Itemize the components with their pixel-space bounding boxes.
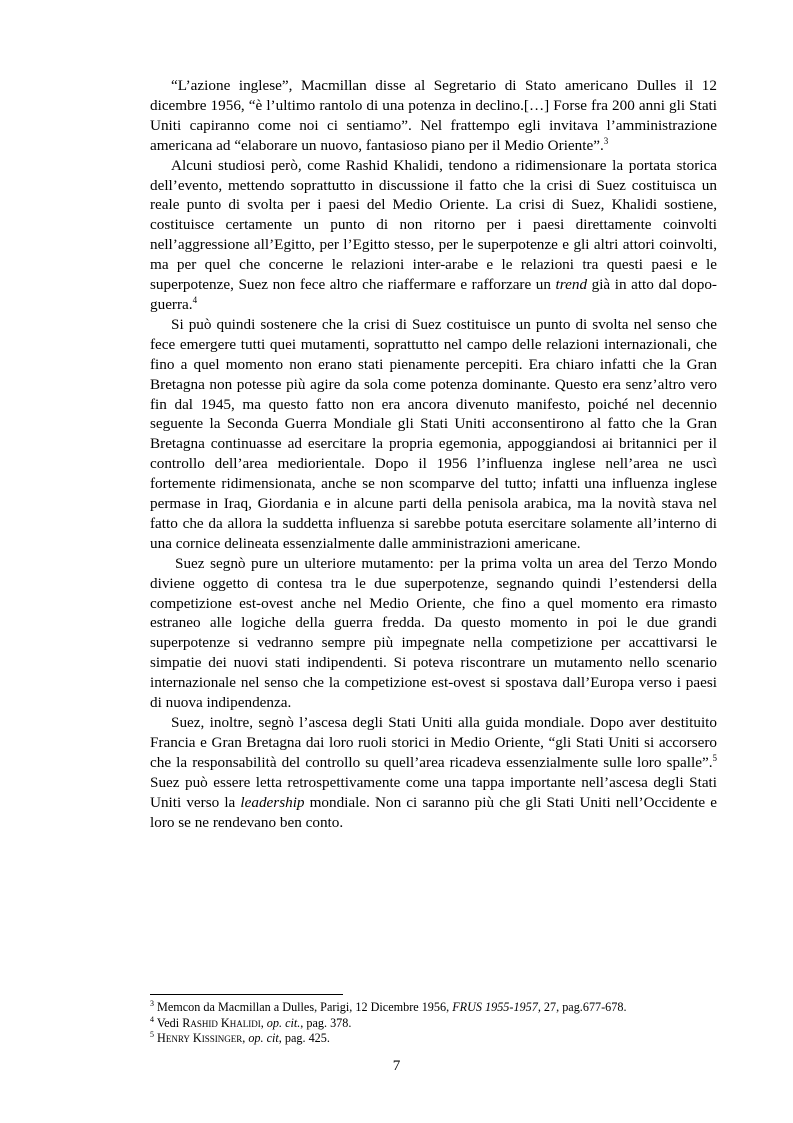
paragraph (150, 76, 717, 156)
footnote-ref: 4 (192, 294, 198, 305)
text-run: mondiale. Non ci saranno più che gli Stati Uniti nell’Occidente e loro se ne rendevano ben conto. (150, 793, 718, 831)
text-run: Suez può essere letta retrospettivamente come una tappa importante nell’ascesa degli Stati Uniti verso la (150, 773, 717, 811)
footnote-ref: 5 (712, 752, 717, 763)
text-run: già in atto dal dopo-guerra. (150, 276, 717, 313)
footnote-separator (150, 994, 343, 995)
footnote-ref: 3 (150, 998, 154, 1008)
footnote (150, 1000, 717, 1016)
paragraph (150, 554, 717, 713)
italic-text: FRUS 1955-1957, (452, 1000, 541, 1014)
paragraph (150, 713, 717, 832)
footnote (150, 1031, 717, 1047)
italic-text: trend (555, 276, 588, 294)
italic-text: op. cit (248, 1031, 279, 1045)
text-run: Si può quindi sostenere che la crisi di Suez costituisce un punto di svolta nel senso che fece emergere tutti quei mutamenti, soprattutto nel campo delle relazioni internazionali, che fino a quel momento non erano stati pienamente percepiti. Era chiaro infatti che la Gran Bretagna non potesse più agire da sola come potenza dominante. Questo era senz’altro vero fin dal 1945, ma questo fatto non era ancora divenuto manifesto, poiché nel decennio seguente la Seconda Guerra Mondiale gli Stati Uniti acconsentirono al fatto che la Gran Bretagna continuasse ad esercitare la propria egemonia, appoggiandosi ai britannici per il controllo dell’area mediorientale. Dopo il 1956 l’influenza inglese nell’area ne uscì fortemente ridimensionata, anche se non scomparve del tutto; infatti una influenza inglese permase in Iraq, Giordania e in alcune parti della penisola arabica, ma la novità stava nel fatto che da allora la suddetta influenza si sarebbe potuta esercitare solamente all’interno di una cornice delineata essenzialmente dalle amministrazioni americane. (150, 315, 717, 552)
text-run: , (260, 1015, 267, 1030)
paragraph (150, 315, 717, 554)
text-run: , (242, 1031, 249, 1045)
footnote-ref: 3 (603, 135, 609, 146)
body-text (150, 76, 717, 832)
italic-text: leadership (240, 793, 305, 811)
footnote-ref: 5 (150, 1029, 154, 1039)
text-run: Vedi (154, 1015, 183, 1030)
text-run: 27, pag.677-678. (540, 1000, 627, 1014)
text-run: , pag. 378. (300, 1015, 352, 1030)
italic-text: op. cit. (266, 1015, 301, 1030)
text-run: Alcuni studiosi però, come Rashid Khalidi, tendono a ridimensionare la portata storica dell’evento, mettendo soprattutto in discussione il fatto che la crisi di Suez costituisca un reale punto di svolta per i paesi del Medio Oriente. La crisi di Suez, Khalidi sostiene, costituisce certamente un punto di non ritorno per i paesi direttamente coinvolti nell’aggressione all’Egitto, per l’Egitto stesso, per le superpotenze e gli altri attori coinvolti, ma per quel che concerne le relazioni inter-arabe e le relazioni tra questi paesi e le superpotenze, Suez non fece altro che riaffermare e rafforzare un (150, 156, 717, 294)
paragraph (150, 156, 717, 315)
text-run: Memcon da Macmillan a Dulles, Parigi, 12 Dicembre 1956, (154, 1000, 453, 1014)
footnotes (150, 994, 717, 1047)
author-name: Rashid Khalidi (182, 1015, 261, 1030)
text-run: , pag. 425. (278, 1031, 330, 1045)
footnote-ref: 4 (150, 1014, 154, 1024)
text-run: Suez segnò pure un ulteriore mutamento: per la prima volta un area del Terzo Mondo diviene oggetto di contesa tra le due superpotenze, segnando quindi l’estendersi della competizione est-ovest anche nel Medio Oriente, che fino a quel momento era rimasto estraneo alle logiche della guerra fredda. Da questo momento in poi le due grandi superpotenze si vedranno sempre più impegnate nella competizione per accattivarsi le simpatie dei nuovi stati indipendenti. Si poteva riscontrare un mutamento nello scenario internazionale nel senso che la competizione est-ovest si spostava dall’Europa verso i paesi di nuova indipendenza. (150, 554, 717, 712)
author-name: Henry Kissinger (157, 1031, 243, 1045)
text-run: Suez, inoltre, segnò l’ascesa degli Stati Uniti alla guida mondiale. Dopo aver destituito Francia e Gran Bretagna dai loro ruoli storici in Medio Oriente, “gli Stati Uniti si accorsero che la responsabilità del controllo su quell’area ricadeva essenzialmente sulle loro spalle”. (150, 714, 717, 771)
page-number: 7 (392, 1057, 401, 1074)
footnote (150, 1016, 717, 1032)
text-run: “L’azione inglese”, Macmillan disse al Segretario di Stato americano Dulles il 12 dicembre 1956, “è l’ultimo rantolo di una potenza in declino.[…] Forse fra 200 anni gli Stati Uniti capiranno come noi ci sentiamo”. Nel frattempo egli invitava l’amministrazione americana ad “elaborare un nuovo, fantasioso piano per il Medio Oriente”. (150, 77, 717, 154)
footnote-list (150, 1000, 717, 1047)
